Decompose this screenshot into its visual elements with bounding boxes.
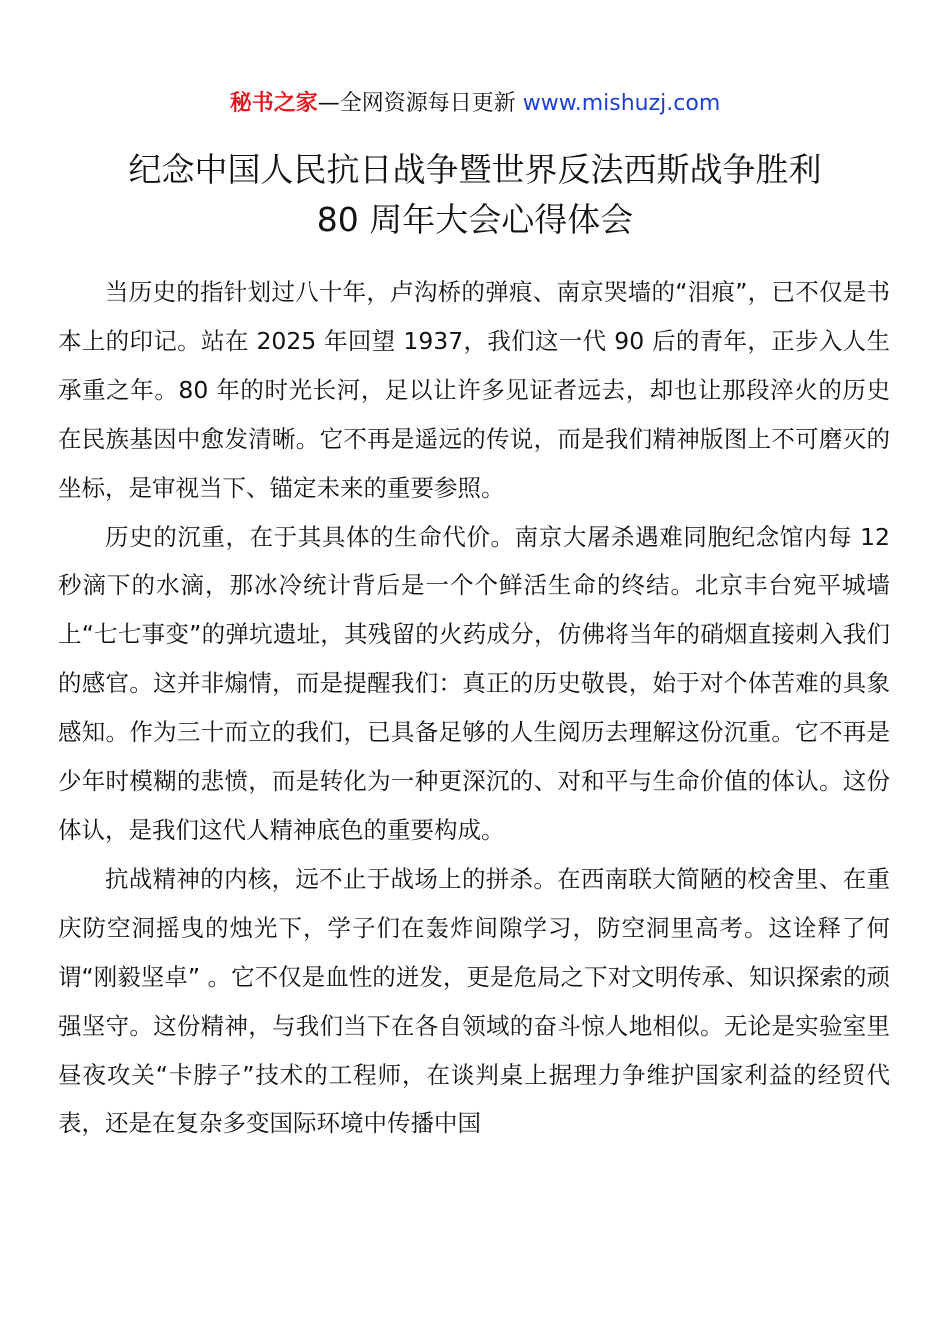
paragraph-2: 历史的沉重，在于其具体的生命代价。南京大屠杀遇难同胞纪念馆内每 12 秒滴下的水滴，那冰冷统计背后是一个个鲜活生命的终结。北京丰台宛平城墙上“七七事变”的弹坑遗址，其残留的火药成分，仿佛将当年的硝烟直接刺入我们的感官。这并非煽情，而是提醒我们：真正的历史敬畏，始于对个体苦难的具象感知。作为三十而立的我们，已具备足够的人生阅历去理解这份沉重。它不再是少年时模糊的悲愤，而是转化为一种更深沉的、对和平与生命价值的体认。这份体认，是我们这代人精神底色的重要构成。	[58, 522, 890, 844]
site-name: 秘书之家	[229, 91, 318, 116]
site-header	[0, 88, 950, 120]
title-line-1: 纪念中国人民抗日战争暨世界反法西斯战争胜利	[128, 150, 822, 189]
document-body	[58, 268, 890, 1148]
paragraph-1: 当历史的指针划过八十年，卢沟桥的弹痕、南京哭墙的“泪痕”，已不仅是书本上的印记。站在 2025 年回望 1937，我们这一代 90 后的青年，正步入人生承重之年。80 年的时光长河，足以让许多见证者远去，却也让那段淬火的历史在民族基因中愈发清晰。它不再是遥远的传说，而是我们精神版图上不可磨灭的坐标，是审视当下、锚定未来的重要参照。	[58, 278, 890, 502]
title-line-2: 80 周年大会心得体会	[316, 200, 634, 239]
paragraph-3: 抗战精神的内核，远不止于战场上的拼杀。在西南联大简陋的校舍里、在重庆防空洞摇曳的烛光下，学子们在轰炸间隙学习，防空洞里高考。这诠释了何谓“刚毅坚卓” 。它不仅是血性的迸发，更是危局之下对文明传承、知识探索的顽强坚守。这份精神，与我们当下在各自领域的奋斗惊人地相似。无论是实验室里昼夜攻关“卡脖子”技术的工程师，在谈判桌上据理力争维护国家利益的经贸代表，还是在复杂多变国际环境中传播中国	[58, 864, 890, 1138]
document-title	[0, 145, 950, 245]
site-url-link[interactable]: www.mishuzj.com	[522, 91, 721, 116]
site-slogan: —全网资源每日更新	[317, 91, 523, 116]
